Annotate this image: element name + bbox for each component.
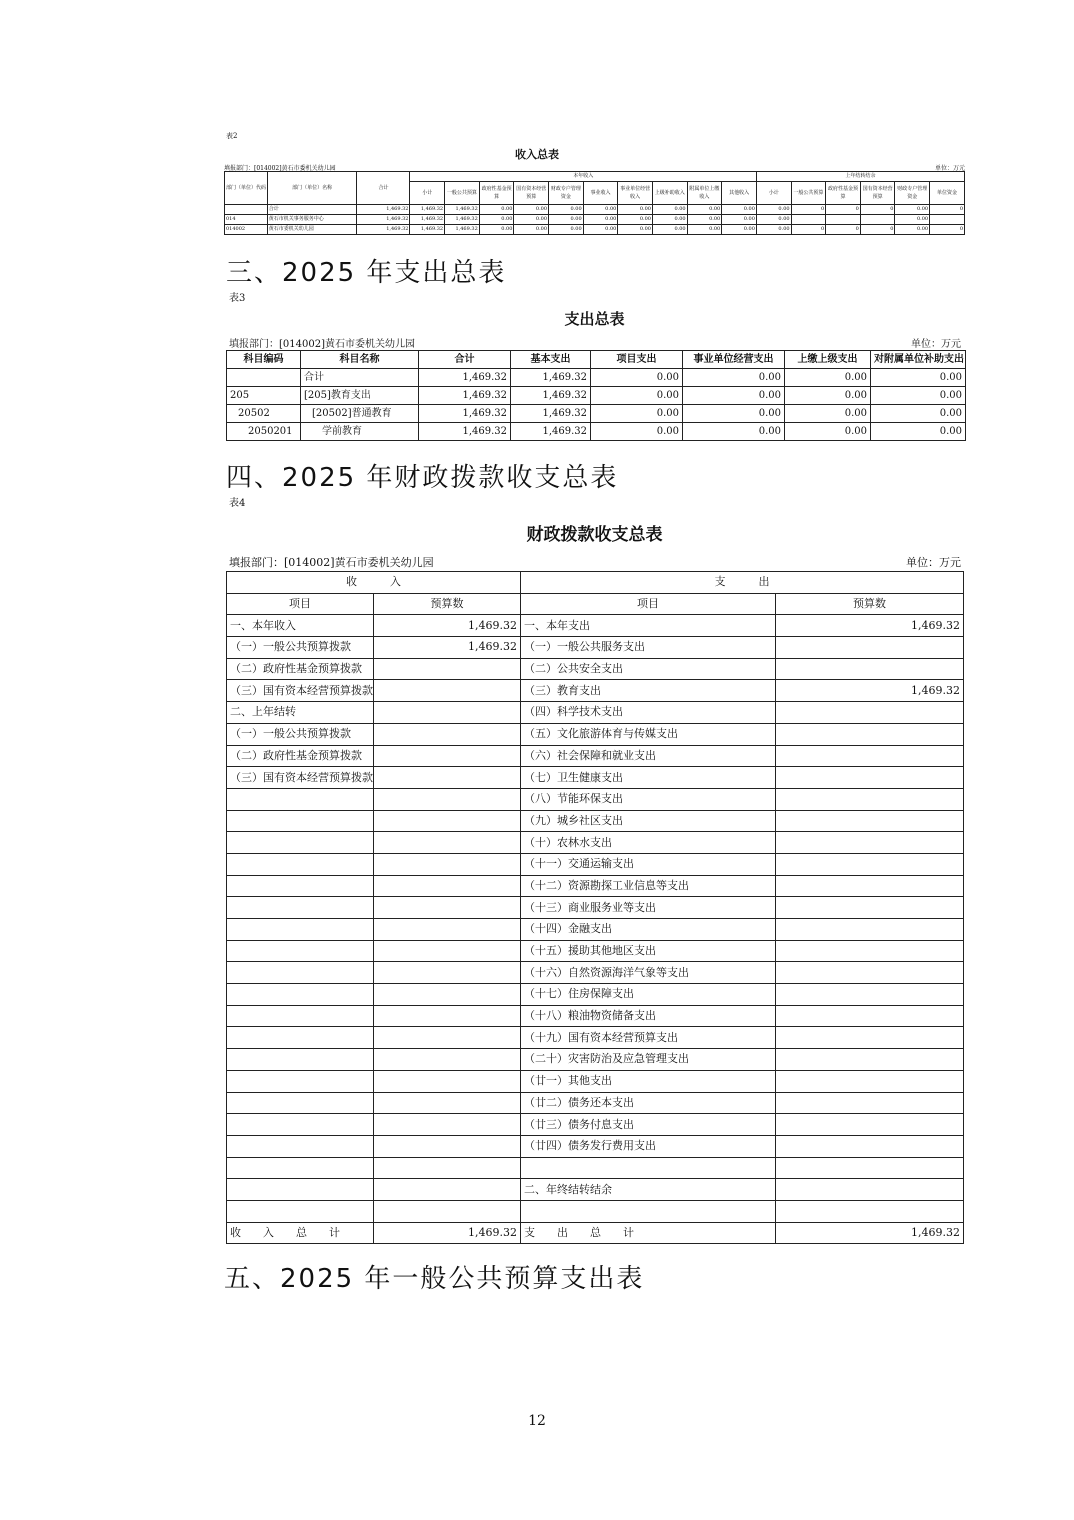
- table-row: [225, 225, 965, 235]
- cell-name: [20502]普通教育: [301, 405, 419, 423]
- cell-item: [227, 1179, 374, 1201]
- cell-budget: [374, 1092, 521, 1114]
- cell-value: 0.00: [591, 369, 683, 387]
- cell-code: 2050201: [227, 423, 301, 441]
- cell-item: （廿一）其他支出: [521, 1070, 776, 1092]
- cell-name: [205]教育支出: [301, 387, 419, 405]
- column-header: 合计: [419, 351, 511, 369]
- cell-item: （廿四）债务发行费用支出: [521, 1135, 776, 1157]
- total-value: 1,469.32: [374, 1222, 521, 1244]
- total-value: 1,469.32: [776, 1222, 964, 1244]
- cell-budget: [374, 1049, 521, 1071]
- cell-item: （二）政府性基金预算拨款: [227, 658, 374, 680]
- cell-value: 0.00: [871, 369, 966, 387]
- cell-item: [227, 940, 374, 962]
- cell-item: （三）国有资本经营预算拨款: [227, 767, 374, 789]
- column-header: 基本支出: [511, 351, 591, 369]
- cell-budget: [374, 788, 521, 810]
- cell-value: 0.00: [683, 423, 785, 441]
- cell-item: [227, 1157, 374, 1179]
- cell-value: 0.00: [687, 225, 722, 235]
- cell-value: 0: [791, 225, 826, 235]
- cell-budget: [374, 919, 521, 941]
- cell-budget: [374, 1070, 521, 1092]
- cell-item: （十九）国有资本经营预算支出: [521, 1027, 776, 1049]
- cell-budget: [776, 1027, 964, 1049]
- table-row: [227, 984, 964, 1006]
- table2-unit: 单位：万元: [934, 165, 965, 172]
- cell-item: [227, 832, 374, 854]
- cell-item: [227, 1070, 374, 1092]
- cell-value: 0.00: [785, 387, 871, 405]
- cell-value: 0.00: [652, 225, 687, 235]
- table-row: [227, 1179, 964, 1201]
- expense-summary-table: [226, 350, 966, 441]
- cell-value: 0.00: [687, 215, 722, 225]
- cell-budget: [776, 984, 964, 1006]
- cell-value: 0.00: [618, 215, 653, 225]
- header-total: 合计: [357, 172, 410, 205]
- section-5-heading: 五、2025 年一般公共预算支出表: [224, 1264, 645, 1294]
- cell-value: 0.00: [514, 225, 549, 235]
- cell-value: 0.00: [479, 205, 514, 215]
- cell-item: （八）节能环保支出: [521, 788, 776, 810]
- cell-budget: [374, 962, 521, 984]
- cell-item: （廿三）债务付息支出: [521, 1114, 776, 1136]
- cell-budget: 1,469.32: [374, 615, 521, 637]
- table4-dept: 填报部门：[014002]黄石市委机关幼儿园: [229, 556, 434, 569]
- cell-value: [791, 215, 826, 225]
- cell-budget: 1,469.32: [374, 637, 521, 659]
- table3-dept: 填报部门：[014002]黄石市委机关幼儿园: [229, 339, 415, 350]
- cell-value: 0.00: [618, 225, 653, 235]
- cell-item: （十五）援助其他地区支出: [521, 940, 776, 962]
- cell-budget: [776, 853, 964, 875]
- cell-value: 1,469.32: [410, 215, 445, 225]
- cell-item: （四）科学技术支出: [521, 702, 776, 724]
- cell-item: （二）公共安全支出: [521, 658, 776, 680]
- cell-value: 0: [930, 205, 965, 215]
- table-row: [227, 1070, 964, 1092]
- cell-item: [227, 810, 374, 832]
- table-row: [225, 205, 965, 215]
- cell-value: [930, 215, 965, 225]
- cell-budget: [374, 702, 521, 724]
- cell-value: 0.00: [895, 215, 930, 225]
- cell-value: 1,469.32: [511, 405, 591, 423]
- cell-budget: [374, 1179, 521, 1201]
- cell-budget: [776, 962, 964, 984]
- cell-budget: [776, 1135, 964, 1157]
- cell-value: 0.00: [479, 225, 514, 235]
- cell-value: 0.00: [895, 205, 930, 215]
- table-row: [227, 1114, 964, 1136]
- cell-budget: [776, 702, 964, 724]
- cell-item: （三）国有资本经营预算拨款: [227, 680, 374, 702]
- cell-value: 1,469.32: [410, 205, 445, 215]
- table-row: [227, 702, 964, 724]
- cell-budget: [776, 897, 964, 919]
- cell-value: 0.00: [871, 387, 966, 405]
- header-sub: 财政专户管理资金: [549, 182, 584, 205]
- cell-item: （廿二）债务还本支出: [521, 1092, 776, 1114]
- column-header-item: 项目: [227, 593, 374, 615]
- cell-budget: 1,469.32: [776, 615, 964, 637]
- table4-title: 财政拨款收支总表: [526, 525, 663, 545]
- cell-budget: [374, 1135, 521, 1157]
- cell-budget: [776, 940, 964, 962]
- cell-budget: [776, 767, 964, 789]
- cell-value: 0: [860, 205, 895, 215]
- cell-budget: [776, 1114, 964, 1136]
- cell-budget: [374, 1027, 521, 1049]
- cell-value: 0.00: [549, 215, 584, 225]
- income-summary-table: [224, 171, 965, 235]
- cell-value: 0.00: [683, 387, 785, 405]
- cell-code: 014002: [225, 225, 268, 235]
- table-row: [227, 658, 964, 680]
- cell-value: 0.00: [583, 205, 618, 215]
- header-current-income: 本年收入: [410, 172, 756, 182]
- cell-budget: [776, 1157, 964, 1179]
- table3-label: 表3: [229, 293, 246, 304]
- cell-budget: [374, 984, 521, 1006]
- cell-item: （六）社会保障和就业支出: [521, 745, 776, 767]
- income-header: 收 入: [227, 572, 521, 594]
- header-sub: 附属单位上缴收入: [687, 182, 722, 205]
- table-row: [227, 745, 964, 767]
- cell-value: 0.00: [785, 369, 871, 387]
- cell-value: 0.00: [583, 215, 618, 225]
- cell-item: [227, 1135, 374, 1157]
- cell-value: 0: [860, 225, 895, 235]
- cell-value: 0.00: [683, 369, 785, 387]
- cell-item: （一）一般公共预算拨款: [227, 637, 374, 659]
- cell-value: 0: [826, 225, 861, 235]
- cell-budget: [776, 832, 964, 854]
- table-row: [227, 1049, 964, 1071]
- table-row: [227, 1092, 964, 1114]
- cell-value: 0.00: [683, 405, 785, 423]
- cell-item: （十）农林水支出: [521, 832, 776, 854]
- table-row: [227, 788, 964, 810]
- cell-value: 0.00: [591, 387, 683, 405]
- table-row: [227, 1157, 964, 1179]
- header-name: 部门（单位）名称: [267, 172, 357, 205]
- cell-budget: [776, 1070, 964, 1092]
- cell-item: [227, 853, 374, 875]
- header-sub: 国有资本经营预算: [860, 182, 895, 205]
- cell-value: 1,469.32: [445, 215, 480, 225]
- cell-item: （一）一般公共服务支出: [521, 637, 776, 659]
- cell-value: 1,469.32: [419, 369, 511, 387]
- cell-item: [227, 1200, 374, 1222]
- cell-budget: [374, 1005, 521, 1027]
- cell-value: 0.00: [722, 215, 757, 225]
- header-sub: 一般公共预算: [791, 182, 826, 205]
- column-header: 上缴上级支出: [785, 351, 871, 369]
- cell-item: （七）卫生健康支出: [521, 767, 776, 789]
- table-row: [227, 875, 964, 897]
- cell-item: （十八）粮油物资储备支出: [521, 1005, 776, 1027]
- cell-item: （十七）住房保障支出: [521, 984, 776, 1006]
- cell-name: 黄石市委机关幼儿园: [267, 225, 357, 235]
- cell-value: 0.00: [652, 215, 687, 225]
- cell-value: 1,469.32: [511, 423, 591, 441]
- header-sub: 其他收入: [722, 182, 757, 205]
- expense-header: 支 出: [521, 572, 964, 594]
- cell-value: 1,469.32: [445, 205, 480, 215]
- table-row: [225, 215, 965, 225]
- cell-budget: [776, 810, 964, 832]
- cell-value: 0.00: [756, 205, 791, 215]
- header-sub: 政府性基金预算: [826, 182, 861, 205]
- table3-unit: 单位：万元: [911, 339, 961, 350]
- cell-name: 合计: [267, 205, 357, 215]
- cell-value: 0.00: [591, 423, 683, 441]
- cell-budget: [374, 767, 521, 789]
- header-sub: 财政专户管理资金: [895, 182, 930, 205]
- column-header-budget: 预算数: [776, 593, 964, 615]
- cell-code: 20502: [227, 405, 301, 423]
- cell-name: 黄石市机关事务服务中心: [267, 215, 357, 225]
- cell-item: （十一）交通运输支出: [521, 853, 776, 875]
- cell-name: 学前教育: [301, 423, 419, 441]
- cell-value: 1,469.32: [419, 405, 511, 423]
- cell-code: 014: [225, 215, 268, 225]
- header-sub: 小计: [756, 182, 791, 205]
- cell-value: 0.00: [479, 215, 514, 225]
- cell-item: 一、本年收入: [227, 615, 374, 637]
- table-row: [227, 940, 964, 962]
- cell-item: [227, 788, 374, 810]
- cell-item: [227, 1114, 374, 1136]
- cell-value: [860, 215, 895, 225]
- cell-budget: 1,469.32: [776, 680, 964, 702]
- cell-value: 1,469.32: [419, 387, 511, 405]
- cell-value: 0.00: [722, 225, 757, 235]
- cell-budget: [776, 745, 964, 767]
- cell-value: 0.00: [895, 225, 930, 235]
- header-sub: 单位资金: [930, 182, 965, 205]
- cell-budget: [374, 745, 521, 767]
- section-3-heading: 三、2025 年支出总表: [226, 258, 507, 288]
- cell-item: （十三）商业服务业等支出: [521, 897, 776, 919]
- table-row: [227, 767, 964, 789]
- cell-item: （九）城乡社区支出: [521, 810, 776, 832]
- cell-budget: [374, 897, 521, 919]
- cell-value: 0: [826, 205, 861, 215]
- cell-code: [225, 205, 268, 215]
- header-sub: 国有资本经营预算: [514, 182, 549, 205]
- cell-budget: [776, 1200, 964, 1222]
- cell-value: 0.00: [549, 205, 584, 215]
- total-label: 收 入 总 计: [227, 1222, 374, 1244]
- header-code: 部门（单位）代码: [225, 172, 268, 205]
- fiscal-appropriation-table: [226, 571, 964, 1244]
- cell-item: （三）教育支出: [521, 680, 776, 702]
- header-sub: 上级补助收入: [652, 182, 687, 205]
- cell-budget: [374, 723, 521, 745]
- table-row: [227, 1005, 964, 1027]
- cell-budget: [374, 658, 521, 680]
- cell-value: 0.00: [785, 405, 871, 423]
- cell-budget: [374, 680, 521, 702]
- cell-item: 二、年终结转结余: [521, 1179, 776, 1201]
- section-4-heading: 四、2025 年财政拨款收支总表: [226, 463, 619, 493]
- cell-value: 1,469.32: [511, 369, 591, 387]
- cell-item: [227, 919, 374, 941]
- cell-budget: [374, 853, 521, 875]
- cell-item: [227, 1027, 374, 1049]
- cell-total: 1,469.32: [357, 225, 410, 235]
- cell-item: [521, 1157, 776, 1179]
- cell-budget: [776, 788, 964, 810]
- cell-budget: [776, 723, 964, 745]
- cell-item: [227, 897, 374, 919]
- cell-value: 0.00: [583, 225, 618, 235]
- cell-item: [227, 1092, 374, 1114]
- cell-budget: [374, 875, 521, 897]
- cell-budget: [776, 637, 964, 659]
- cell-item: （二）政府性基金预算拨款: [227, 745, 374, 767]
- cell-total: 1,469.32: [357, 215, 410, 225]
- table-row: [227, 962, 964, 984]
- cell-value: 1,469.32: [445, 225, 480, 235]
- cell-value: 0.00: [722, 205, 757, 215]
- table-row: [227, 723, 964, 745]
- table-row: [227, 832, 964, 854]
- header-sub: 事业单位经营收入: [618, 182, 653, 205]
- column-header-item: 项目: [521, 593, 776, 615]
- table-row: [227, 387, 966, 405]
- cell-code: 205: [227, 387, 301, 405]
- column-header: 科目名称: [301, 351, 419, 369]
- cell-value: 0.00: [549, 225, 584, 235]
- column-header-budget: 预算数: [374, 593, 521, 615]
- cell-value: 0.00: [652, 205, 687, 215]
- cell-item: [521, 1200, 776, 1222]
- cell-value: 0.00: [514, 215, 549, 225]
- table-row: [227, 369, 966, 387]
- cell-item: [227, 1005, 374, 1027]
- cell-value: 0.00: [591, 405, 683, 423]
- cell-budget: [374, 940, 521, 962]
- total-row: [227, 1222, 964, 1244]
- table-row: [227, 897, 964, 919]
- table-row: [227, 1135, 964, 1157]
- cell-total: 1,469.32: [357, 205, 410, 215]
- cell-item: （一）一般公共预算拨款: [227, 723, 374, 745]
- cell-item: （五）文化旅游体育与传媒支出: [521, 723, 776, 745]
- column-header: 事业单位经营支出: [683, 351, 785, 369]
- column-header: 对附属单位补助支出: [871, 351, 966, 369]
- cell-value: 0.00: [756, 215, 791, 225]
- header-carryover: 上年结转结余: [756, 172, 964, 182]
- cell-item: [227, 962, 374, 984]
- table-row: [227, 680, 964, 702]
- table-row: [227, 423, 966, 441]
- cell-value: 0.00: [687, 205, 722, 215]
- table2-dept: 填报部门：[014002]黄石市委机关幼儿园: [224, 165, 336, 172]
- cell-code: [227, 369, 301, 387]
- cell-item: [227, 875, 374, 897]
- cell-item: （十六）自然资源海洋气象等支出: [521, 962, 776, 984]
- table4-unit: 单位：万元: [906, 556, 961, 569]
- cell-value: 0: [930, 225, 965, 235]
- cell-value: [826, 215, 861, 225]
- table-row: [227, 1200, 964, 1222]
- cell-value: 0.00: [618, 205, 653, 215]
- header-sub: 小计: [410, 182, 445, 205]
- cell-budget: [374, 810, 521, 832]
- cell-value: 0: [791, 205, 826, 215]
- cell-item: 一、本年支出: [521, 615, 776, 637]
- table-row: [227, 637, 964, 659]
- header-sub: 事业收入: [583, 182, 618, 205]
- cell-budget: [776, 1049, 964, 1071]
- table2-label: 表2: [226, 132, 238, 140]
- table-row: [227, 1027, 964, 1049]
- table2-title: 收入总表: [515, 148, 559, 161]
- table-row: [227, 810, 964, 832]
- total-label: 支 出 总 计: [521, 1222, 776, 1244]
- cell-budget: [374, 1157, 521, 1179]
- table4-label: 表4: [229, 498, 246, 509]
- cell-budget: [374, 1200, 521, 1222]
- cell-budget: [776, 1179, 964, 1201]
- cell-item: [227, 1049, 374, 1071]
- column-header: 科目编码: [227, 351, 301, 369]
- table3-title: 支出总表: [564, 310, 625, 328]
- cell-item: [227, 984, 374, 1006]
- table-row: [227, 615, 964, 637]
- cell-value: 1,469.32: [410, 225, 445, 235]
- cell-budget: [776, 1092, 964, 1114]
- cell-item: （十四）金融支出: [521, 919, 776, 941]
- cell-budget: [776, 658, 964, 680]
- cell-value: 1,469.32: [419, 423, 511, 441]
- cell-name: 合计: [301, 369, 419, 387]
- table-row: [227, 919, 964, 941]
- cell-value: 0.00: [756, 225, 791, 235]
- cell-budget: [776, 1005, 964, 1027]
- cell-budget: [776, 875, 964, 897]
- cell-item: 二、上年结转: [227, 702, 374, 724]
- cell-value: 0.00: [514, 205, 549, 215]
- cell-value: 0.00: [785, 423, 871, 441]
- header-sub: 一般公共预算: [445, 182, 480, 205]
- cell-budget: [374, 1114, 521, 1136]
- cell-value: 0.00: [871, 405, 966, 423]
- header-sub: 政府性基金预算: [479, 182, 514, 205]
- cell-budget: [776, 919, 964, 941]
- cell-value: 1,469.32: [511, 387, 591, 405]
- cell-item: （二十）灾害防治及应急管理支出: [521, 1049, 776, 1071]
- cell-item: （十二）资源勘探工业信息等支出: [521, 875, 776, 897]
- column-header: 项目支出: [591, 351, 683, 369]
- cell-budget: [374, 832, 521, 854]
- table-row: [227, 853, 964, 875]
- table-row: [227, 405, 966, 423]
- cell-value: 0.00: [871, 423, 966, 441]
- page-number: 12: [528, 1413, 546, 1429]
